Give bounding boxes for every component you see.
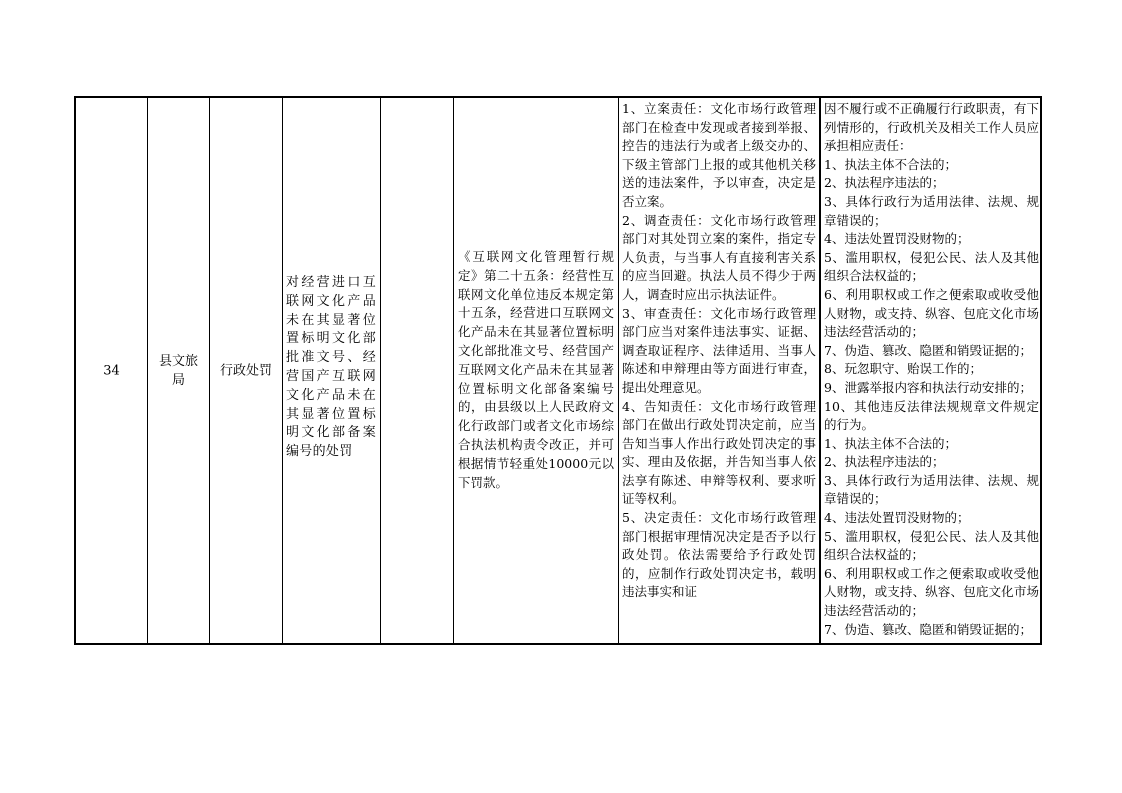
accountability-item: 1、执法主体不合法的；	[824, 435, 957, 451]
legal-basis-text: 《互联网文化管理暂行规定》第二十五条：经营性互联网文化单位违反本规定第十五条，经营进口互联网文化产品未在其显著位置标明文化部批准文号、经营国产互联网文化产品未在其显著位置标明文化部备案编号的，由县级以上人民政府文化行政部门或者文化市场综合执法机构责令改正，并可根据情节轻重处10000元以下罚款。	[458, 249, 614, 490]
cell-item-name	[283, 98, 381, 643]
cell-category	[210, 98, 283, 643]
accountability-item: 4、违法处置罚没财物的；	[824, 510, 970, 526]
power-list-table	[74, 96, 1042, 645]
responsibility-item: 1、立案责任：文化市场行政管理部门在检查中发现或者接到举报、控告的违法行为或者上级交办的、下级主管部门上报的或其他机关移送的违法案件，予以审查，决定是否立案。	[622, 101, 816, 209]
responsibilities-list	[622, 100, 816, 602]
item-name-text: 对经营进口互联网文化产品未在其显著位置标明文化部批准文号、经营国产互联网文化产品未在其显著位置标明文化部备案编号的处罚	[286, 275, 376, 460]
accountability-item: 6、利用职权或工作之便索取或收受他人财物，或支持、纵容、包庇文化市场违法经营活动的；	[824, 286, 1039, 340]
accountability-item: 5、滥用职权，侵犯公民、法人及其他组织合法权益的；	[824, 528, 1039, 563]
responsibility-item: 4、告知责任：文化市场行政管理部门在做出行政处罚决定前，应当告知当事人作出行政处罚决定的事实、理由及依据，并告知当事人依法享有陈述、申辩等权利、要求听证等权利。	[622, 398, 816, 507]
cell-department	[148, 98, 210, 643]
cell-responsibilities	[619, 98, 821, 643]
accountability-item: 2、执法程序违法的；	[824, 454, 945, 470]
cell-row-number	[76, 98, 148, 643]
accountability-item: 6、利用职权或工作之便索取或收受他人财物，或支持、纵容、包庇文化市场违法经营活动的；	[824, 565, 1039, 619]
accountability-item: 5、滥用职权，侵犯公民、法人及其他组织合法权益的；	[824, 249, 1039, 284]
accountability-item: 3、具体行政行为适用法律、法规、规章错误的；	[824, 472, 1039, 507]
cell-legal-basis	[454, 98, 619, 643]
accountability-item: 8、玩忽职守、贻误工作的；	[824, 361, 982, 377]
accountability-item: 7、伪造、篡改、隐匿和销毁证据的；	[824, 342, 1032, 358]
responsibility-item: 5、决定责任：文化市场行政管理部门根据审理情况决定是否予以行政处罚。依法需要给予行政处罚的，应制作行政处罚决定书，载明违法事实和证	[622, 510, 816, 600]
cell-sub-item	[381, 98, 454, 643]
responsibility-item: 2、调查责任：文化市场行政管理部门对其处罚立案的案件，指定专人负责，与当事人有直接利害关系的应当回避。执法人员不得少于两人，调查时应出示执法证件。	[622, 212, 816, 302]
accountability-item: 4、违法处置罚没财物的；	[824, 231, 970, 247]
accountability-item: 2、执法程序违法的；	[824, 175, 945, 191]
cell-accountability	[821, 98, 1042, 643]
accountability-list	[824, 100, 1039, 639]
category-text: 行政处罚	[219, 363, 272, 378]
accountability-item: 1、执法主体不合法的；	[824, 156, 957, 172]
responsibility-item: 3、审查责任：文化市场行政管理部门应当对案件违法事实、证据、调查取证程序、法律适用、当事人陈述和申辩理由等方面进行审查，提出处理意见。	[622, 305, 816, 395]
accountability-item: 因不履行或不正确履行行政职责，有下列情形的，行政机关及相关工作人员应承担相应责任：	[824, 101, 1039, 154]
row-number-text: 34	[103, 363, 120, 378]
department-text: 县文旅局	[158, 353, 198, 388]
accountability-item: 7、伪造、篡改、隐匿和销毁证据的；	[824, 621, 1032, 637]
accountability-item: 10、其他违反法律法规规章文件规定的行为。	[824, 398, 1039, 433]
accountability-item: 3、具体行政行为适用法律、法规、规章错误的；	[824, 193, 1039, 228]
accountability-item: 9、泄露举报内容和执法行动安排的；	[824, 379, 1032, 395]
